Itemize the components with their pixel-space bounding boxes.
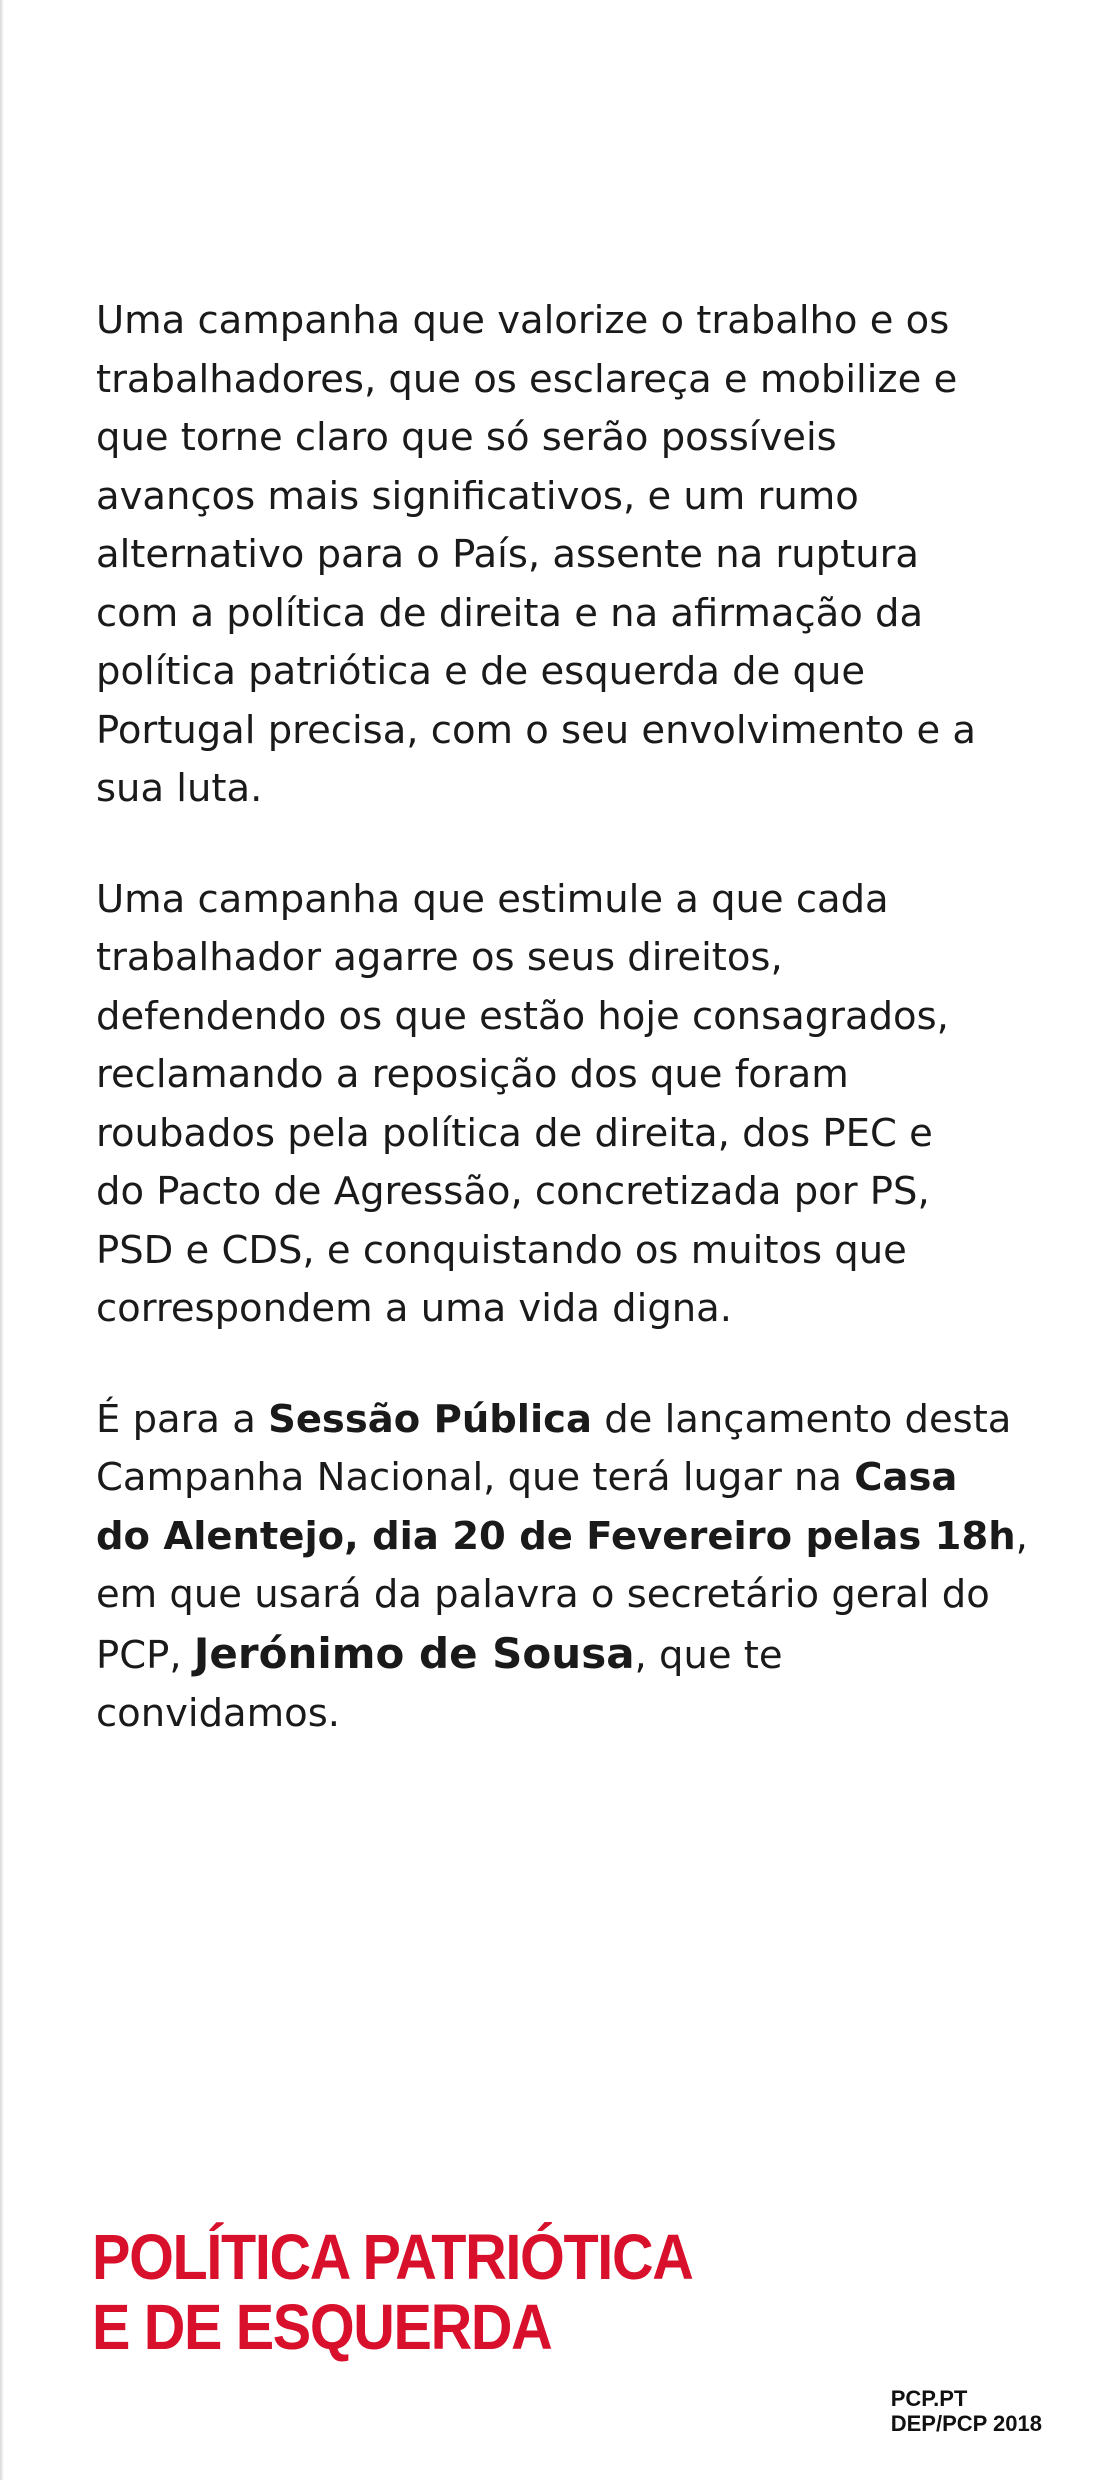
slogan-line-2: E DE ESQUERDA <box>92 2291 552 2363</box>
text-line: Portugal precisa, com o seu envolvimento e a <box>96 707 977 753</box>
text-line: trabalhador agarre os seus direitos, <box>96 935 783 980</box>
paragraph-2 <box>96 871 1026 1339</box>
text-line: defendendo os que estão hoje consagrados, <box>96 993 949 1039</box>
text-line: trabalhadores, que os esclareça e mobilize e <box>96 356 958 402</box>
body-text <box>96 292 1026 1796</box>
event-date-time: do Alentejo, dia 20 de Fevereiro pelas 18h <box>96 1513 1016 1559</box>
text-line: política patriótica e de esquerda de que <box>96 649 866 694</box>
text-run: , <box>1015 1513 1028 1559</box>
text-line <box>96 1625 1026 1686</box>
text-line <box>96 1449 1026 1508</box>
text-run: PCP, <box>96 1632 194 1678</box>
slogan-title <box>92 2222 759 2362</box>
paragraph-3 <box>96 1391 1026 1744</box>
text-line: com a política de direita e na afirmação da <box>96 590 924 636</box>
text-line: Uma campanha que estimule a que cada <box>96 876 889 922</box>
footer-reference: DEP/PCP 2018 <box>890 2411 1042 2436</box>
paragraph-1 <box>96 292 1026 819</box>
text-line: Uma campanha que valorize o trabalho e os <box>96 298 950 343</box>
text-run: Campanha Nacional, que terá lugar na <box>96 1455 855 1500</box>
event-venue: Casa <box>854 1455 958 1500</box>
text-line: alternativo para o País, assente na ruptura <box>96 532 920 577</box>
text-line: que torne claro que só serão possíveis <box>96 415 837 460</box>
text-line <box>96 1508 1026 1567</box>
text-line: roubados pela política de direita, dos PEC e <box>96 1110 933 1156</box>
text-run: É para a <box>96 1396 269 1442</box>
text-run: , que te <box>634 1632 783 1678</box>
footer-code <box>891 2386 1042 2436</box>
event-name: Sessão Pública <box>268 1396 592 1442</box>
text-line: do Pacto de Agressão, concretizada por PS, <box>96 1169 930 1214</box>
text-line: correspondem a uma vida digna. <box>96 1286 732 1331</box>
text-line: convidamos. <box>96 1691 340 1736</box>
text-line <box>96 1391 1026 1450</box>
text-line: sua luta. <box>96 766 263 811</box>
text-line: avanços mais significativos, e um rumo <box>96 473 859 519</box>
text-line: reclamando a reposição dos que foram <box>96 1052 849 1097</box>
speaker-name: Jerónimo de Sousa <box>193 1628 635 1678</box>
text-line: PSD e CDS, e conquistando os muitos que <box>96 1227 907 1273</box>
text-run: de lançamento desta <box>591 1396 1012 1442</box>
text-line: em que usará da palavra o secretário geral do <box>96 1572 990 1617</box>
slogan-line-1: POLÍTICA PATRIÓTICA <box>92 2221 693 2293</box>
footer-website: PCP.PT <box>890 2386 968 2411</box>
page-edge <box>0 0 4 2480</box>
